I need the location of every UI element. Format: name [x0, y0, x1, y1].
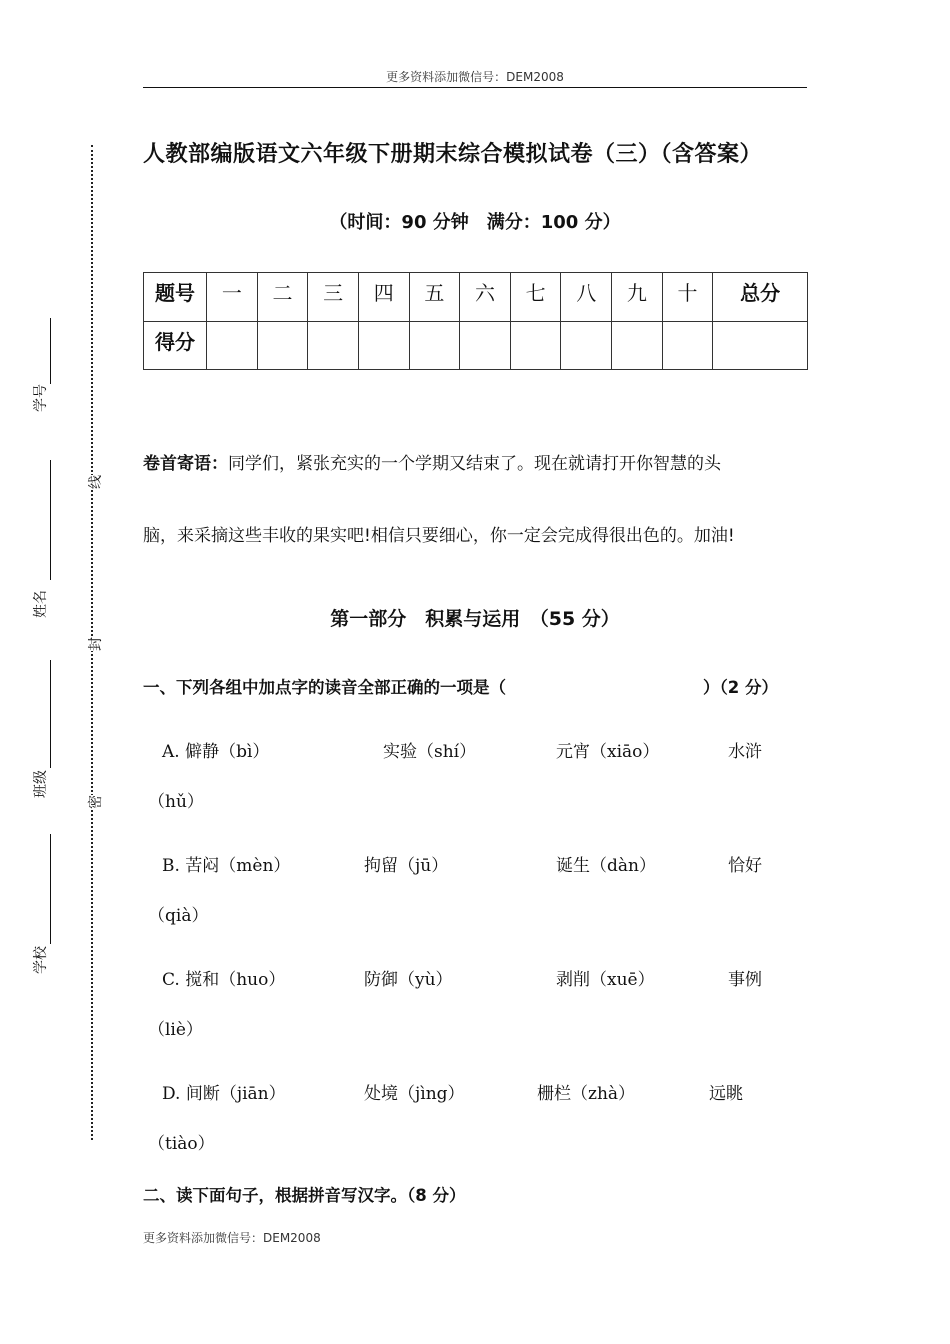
score-cell[interactable]: [409, 321, 460, 370]
column-header: 一: [207, 273, 258, 322]
score-cell[interactable]: [612, 321, 663, 370]
header-rule: [143, 87, 807, 88]
xingming-underline: [50, 460, 51, 580]
option-c-2: 防御（yù）: [364, 970, 453, 990]
column-header: 二: [257, 273, 308, 322]
binding-mark-line: 线: [85, 475, 105, 489]
binding-mark-seal: 封: [85, 637, 105, 651]
option-b-2: 拘留（jū）: [364, 856, 449, 876]
option-b-4: 恰好: [728, 856, 762, 876]
score-cell[interactable]: [460, 321, 511, 370]
label-school: 学校: [33, 946, 49, 974]
exam-time-score: （时间：90 分钟 满分：100 分）: [329, 212, 621, 233]
question-1-stem: [143, 674, 807, 698]
option-d-3: 栅栏（zhà）: [537, 1084, 636, 1104]
intro-label: 卷首寄语：: [143, 454, 228, 474]
score-cell[interactable]: [662, 321, 713, 370]
label-student-number: 学号: [33, 384, 49, 412]
column-header: 十: [662, 273, 713, 322]
question-1-points: ）（2 分）: [703, 678, 778, 697]
option-c-4-pinyin: （liè）: [148, 1020, 203, 1040]
column-header: 四: [358, 273, 409, 322]
score-cell[interactable]: [358, 321, 409, 370]
option-b-4-pinyin: （qià）: [148, 906, 209, 926]
question-2-stem: 二、读下面句子，根据拼音写汉字。（8 分）: [143, 1186, 466, 1205]
row-label-number: 题号: [144, 273, 207, 322]
option-b-1[interactable]: B. 苦闷（mèn）: [162, 856, 291, 876]
option-a-4-pinyin: （hǔ）: [148, 792, 204, 812]
option-b-3: 诞生（dàn）: [556, 856, 656, 876]
intro-paragraph: [143, 428, 813, 572]
question-1-text: 一、下列各组中加点字的读音全部正确的一项是（: [143, 678, 506, 697]
intro-line-1: 同学们，紧张充实的一个学期又结束了。现在就请打开你智慧的头: [228, 454, 721, 474]
column-header: 六: [460, 273, 511, 322]
option-d-4: 远眺: [709, 1084, 743, 1104]
label-name: 姓名: [33, 590, 49, 618]
column-header: 五: [409, 273, 460, 322]
score-cell[interactable]: [308, 321, 359, 370]
xuehao-underline: [50, 318, 51, 384]
section-heading-part1: 第一部分 积累与运用 （55 分）: [330, 608, 620, 630]
column-header: 八: [561, 273, 612, 322]
score-cell[interactable]: [713, 321, 808, 370]
table-row: [144, 321, 808, 370]
option-a-2: 实验（shí）: [383, 742, 477, 762]
xuexiao-underline: [50, 834, 51, 944]
banji-underline: [50, 660, 51, 768]
footer-note: 更多资料添加微信号：DEM2008: [143, 1231, 321, 1245]
option-d-2: 处境（jìng）: [364, 1084, 465, 1104]
option-d-4-pinyin: （tiào）: [148, 1134, 215, 1154]
score-cell[interactable]: [257, 321, 308, 370]
score-cell[interactable]: [510, 321, 561, 370]
binding-mark-secret: 密: [85, 795, 105, 809]
page-title: 人教部编版语文六年级下册期末综合模拟试卷（三）（含答案）: [143, 142, 763, 167]
option-a-3: 元宵（xiāo）: [556, 742, 660, 762]
option-c-1[interactable]: C. 搅和（huo）: [162, 970, 286, 990]
option-a-4: 水浒: [728, 742, 762, 762]
option-a-1[interactable]: A. 僻静（bì）: [162, 742, 270, 762]
header-note: 更多资料添加微信号：DEM2008: [386, 70, 564, 84]
column-header: 九: [612, 273, 663, 322]
row-label-score: 得分: [144, 321, 207, 370]
score-table: [143, 272, 808, 370]
option-c-3: 剥削（xuē）: [556, 970, 655, 990]
column-header-total: 总分: [713, 273, 808, 322]
option-d-1[interactable]: D. 间断（jiān）: [162, 1084, 286, 1104]
option-c-4: 事例: [728, 970, 762, 990]
score-cell[interactable]: [207, 321, 258, 370]
table-row: [144, 273, 808, 322]
intro-line-2: 脑，来采摘这些丰收的果实吧!相信只要细心，你一定会完成得很出色的。加油!: [143, 526, 735, 546]
column-header: 三: [308, 273, 359, 322]
score-cell[interactable]: [561, 321, 612, 370]
column-header: 七: [510, 273, 561, 322]
label-class: 班级: [33, 770, 49, 798]
